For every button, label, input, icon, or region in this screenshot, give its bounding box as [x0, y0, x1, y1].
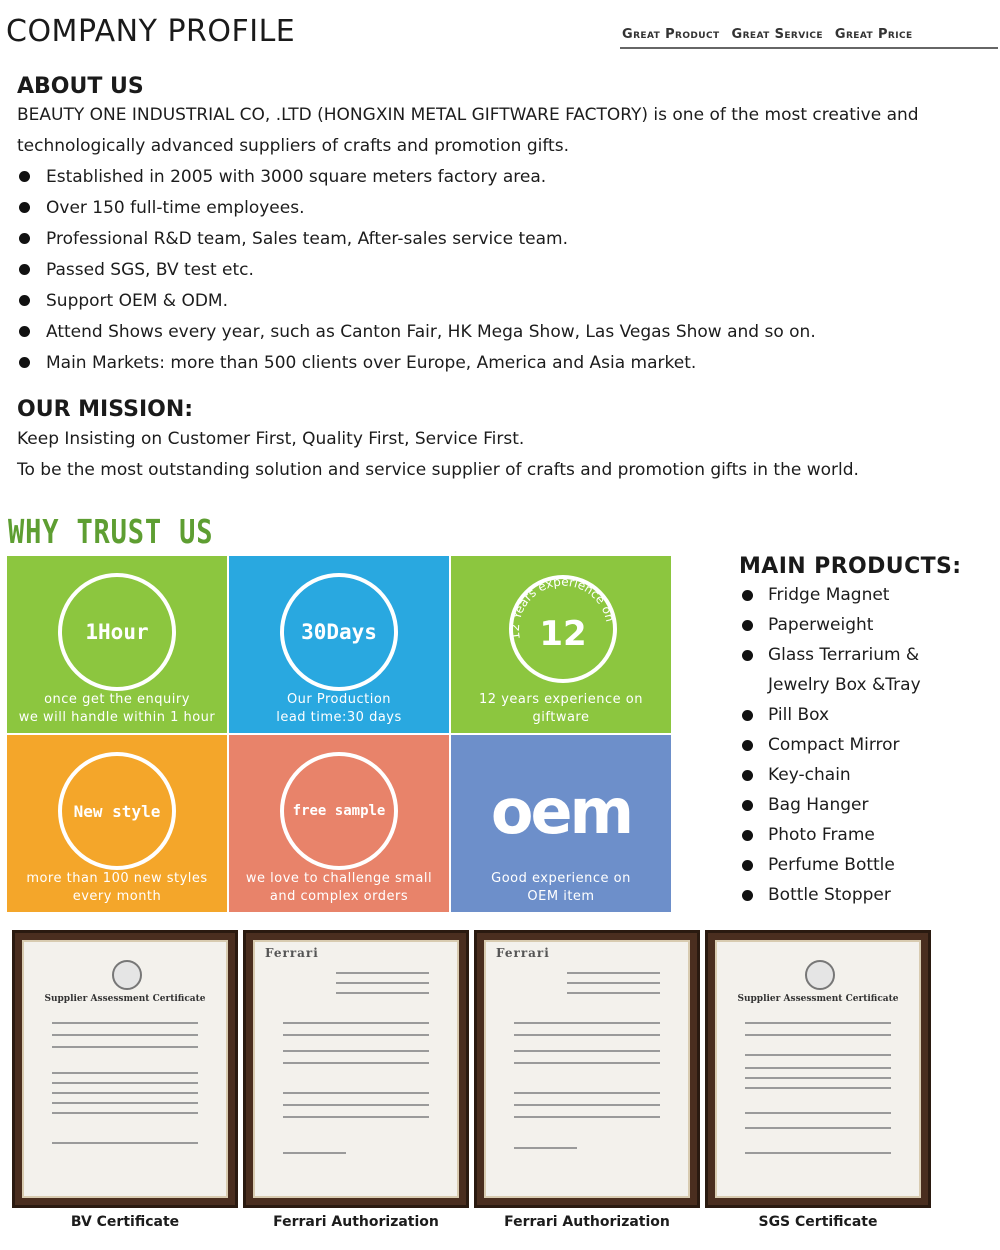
certificate-image [22, 940, 228, 1198]
certificate-ferrari-2 [474, 930, 700, 1208]
seal-icon [112, 960, 142, 990]
list-item-text: Glass Terrarium & [768, 645, 920, 665]
list-item: Pill Box [740, 700, 998, 730]
list-item: Established in 2005 with 3000 square meters factory area. [17, 162, 992, 193]
badge-text: 1Hour [85, 620, 149, 644]
list-item: Key-chain [740, 760, 998, 790]
list-item: Over 150 full-time employees. [17, 193, 992, 224]
certificate-label: Ferrari Authorization [273, 1214, 439, 1230]
page-title: COMPANY PROFILE [6, 14, 296, 49]
tile-12years [451, 556, 671, 733]
badge-ring [280, 752, 398, 870]
tile-caption: Our Production [286, 692, 392, 707]
tile-caption: OEM item [527, 889, 595, 904]
tile-caption: more than 100 new styles [26, 871, 208, 886]
taglines [622, 27, 913, 42]
experience-badge-icon [503, 567, 623, 689]
list-item: Bag Hanger [740, 790, 998, 820]
about-intro: BEAUTY ONE INDUSTRIAL CO, .LTD (HONGXIN METAL GIFTWARE FACTORY) is one of the most creative and technologically advanced suppliers of crafts and promotion gifts. [17, 105, 919, 156]
badge-text: free sample [292, 803, 386, 819]
tile-caption: once get the enquiry [44, 692, 190, 707]
ring-text: 12 Years experience on [507, 574, 618, 641]
tagline-price: Great Price [834, 27, 913, 42]
list-item-continuation: Jewelry Box &Tray [768, 675, 921, 695]
tile-caption: we will handle within 1 hour [18, 710, 216, 725]
certificate-ferrari-1 [243, 930, 469, 1208]
tile-caption: we love to challenge small [245, 871, 433, 886]
tagline-service: Great Service [731, 27, 823, 42]
why-trust-heading: WHY TRUST US [8, 512, 214, 551]
oem-logo: oem [490, 775, 632, 848]
list-item: Compact Mirror [740, 730, 998, 760]
badge-ring [58, 752, 176, 870]
certificate-heading: Supplier Assessment Certificate [737, 994, 899, 1004]
seal-icon [805, 960, 835, 990]
mission-body [17, 424, 992, 486]
tagline-product: Great Product [622, 27, 720, 42]
badge-text: New style [73, 801, 161, 821]
mission-heading: OUR MISSION: [17, 397, 194, 422]
certificate-heading: Supplier Assessment Certificate [44, 994, 206, 1004]
tile-caption: Good experience on [491, 871, 631, 886]
tile-1hour [7, 556, 227, 733]
certificate-sgs [705, 930, 931, 1208]
tile-caption: every month [72, 889, 162, 904]
list-item: Bottle Stopper [740, 880, 998, 910]
tile-oem [451, 735, 671, 912]
list-item: Paperweight [740, 610, 998, 640]
certificate-label: BV Certificate [70, 1214, 180, 1230]
main-products-list [740, 580, 998, 910]
tile-caption: giftware [532, 710, 590, 725]
tile-new-style [7, 735, 227, 912]
badge-ring [280, 573, 398, 691]
list-item: Professional R&D team, Sales team, After-sales service team. [17, 224, 992, 255]
ferrari-logo: Ferrari [496, 946, 550, 960]
mission-line: Keep Insisting on Customer First, Quality First, Service First. [17, 429, 525, 449]
list-item: Main Markets: more than 500 clients over Europe, America and Asia market. [17, 348, 992, 379]
list-item: Support OEM & ODM. [17, 286, 992, 317]
list-item: Perfume Bottle [740, 850, 998, 880]
tile-30days [229, 556, 449, 733]
certificate-label: Ferrari Authorization [504, 1214, 670, 1230]
about-heading: ABOUT US [17, 74, 144, 99]
tile-caption: and complex orders [269, 889, 409, 904]
list-item [740, 640, 998, 700]
tile-free-sample [229, 735, 449, 912]
certificate-image [715, 940, 921, 1198]
header-divider [620, 47, 998, 49]
main-products-heading: MAIN PRODUCTS: [739, 554, 962, 579]
list-item: Fridge Magnet [740, 580, 998, 610]
certificate-image [253, 940, 459, 1198]
tile-caption: 12 years experience on [479, 692, 643, 707]
mission-line: To be the most outstanding solution and service supplier of crafts and promotion gifts in the world. [17, 460, 859, 480]
list-item: Photo Frame [740, 820, 998, 850]
ferrari-logo: Ferrari [265, 946, 319, 960]
trust-tiles-grid [7, 556, 669, 913]
certificate-bv [12, 930, 238, 1208]
list-item: Attend Shows every year, such as Canton Fair, HK Mega Show, Las Vegas Show and so on. [17, 317, 992, 348]
badge-text: 12 [539, 614, 587, 654]
about-bullet-list [17, 162, 992, 379]
badge-text: 30Days [301, 620, 377, 644]
certificate-image [484, 940, 690, 1198]
certificate-label: SGS Certificate [758, 1214, 878, 1230]
tile-caption: lead time:30 days [276, 710, 402, 725]
list-item: Passed SGS, BV test etc. [17, 255, 992, 286]
badge-ring [58, 573, 176, 691]
